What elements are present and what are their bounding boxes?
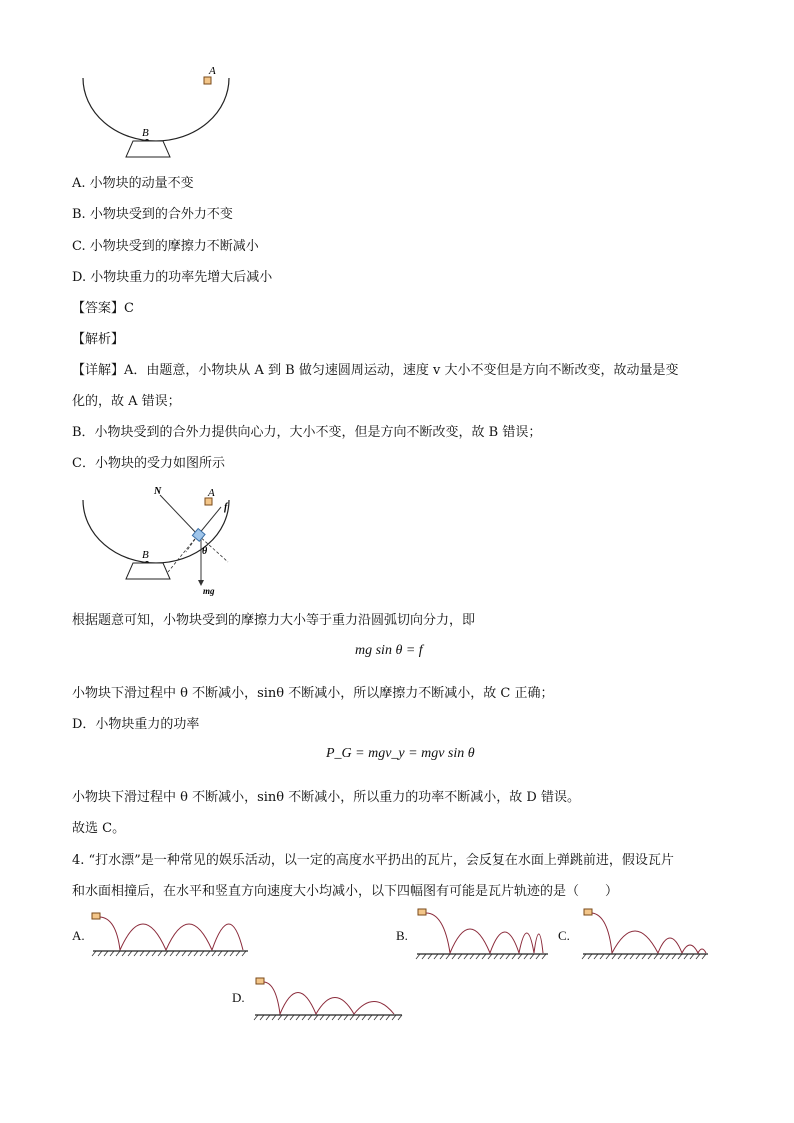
- detail-line-3: B．小物块受到的合外力提供向心力，大小不变，但是方向不断改变，故 B 错误；: [72, 425, 542, 440]
- label-b: B: [142, 127, 149, 139]
- option-d: D. 小物块重力的功率先增大后减小: [72, 270, 273, 285]
- label-b2: B: [142, 549, 149, 561]
- option-a: A. 小物块的动量不变: [72, 176, 194, 191]
- equation-2: P_G = mgv_y = mgv sin θ: [326, 746, 475, 761]
- choose: 故选 C。: [72, 821, 126, 836]
- label-a: A: [209, 65, 216, 77]
- force-diagram: [78, 480, 268, 600]
- option-c: C. 小物块受到的摩擦力不断减小: [72, 239, 259, 254]
- text-c1: 根据题意可知，小物块受到的摩擦力大小等于重力沿圆弧切向分力，即: [72, 613, 476, 628]
- trajectory-c: [578, 905, 713, 961]
- label-theta: θ: [202, 546, 208, 557]
- q4-option-b-label: B.: [396, 928, 408, 943]
- q4-line-1: 4. “打水漂”是一种常见的娱乐活动，以一定的高度水平扔出的瓦片，会反复在水面上弹跳前进，假设瓦片: [72, 853, 674, 868]
- option-b: B. 小物块受到的合外力不变: [72, 207, 233, 222]
- trajectory-a: [88, 908, 253, 960]
- q4-option-d-label: D.: [232, 990, 245, 1005]
- detail-line-4: C．小物块的受力如图所示: [72, 456, 225, 471]
- trajectory-d: [250, 975, 410, 1023]
- trajectory-b: [412, 905, 552, 961]
- answer: 【答案】C: [72, 301, 134, 316]
- text-d2: 小物块下滑过程中 θ 不断减小，sinθ 不断减小，所以重力的功率不断减小，故 D 错误。: [72, 790, 580, 805]
- label-n: N: [154, 486, 162, 497]
- bowl-figure-1: [78, 60, 238, 162]
- q4-line-2: 和水面相撞后，在水平和竖直方向速度大小均减小，以下四幅图有可能是瓦片轨迹的是（ ）: [72, 884, 619, 899]
- q4-option-a-label: A.: [72, 928, 85, 943]
- label-f: f: [224, 502, 228, 513]
- q4-option-c-label: C.: [558, 928, 570, 943]
- text-d1: D．小物块重力的功率: [72, 717, 200, 732]
- detail-line-2: 化的，故 A 错误；: [72, 394, 181, 409]
- text-c2: 小物块下滑过程中 θ 不断减小，sinθ 不断减小，所以摩擦力不断减小，故 C 正确；: [72, 686, 554, 701]
- label-mg: mg: [203, 586, 215, 596]
- detail-line-1: 【详解】A．由题意，小物块从 A 到 B 做匀速圆周运动，速度 v 大小不变但是方向不断改变，故动量是变: [72, 363, 679, 378]
- analysis-title: 【解析】: [72, 332, 125, 347]
- equation-1: mg sin θ = f: [355, 643, 423, 658]
- label-a2: A: [208, 487, 215, 499]
